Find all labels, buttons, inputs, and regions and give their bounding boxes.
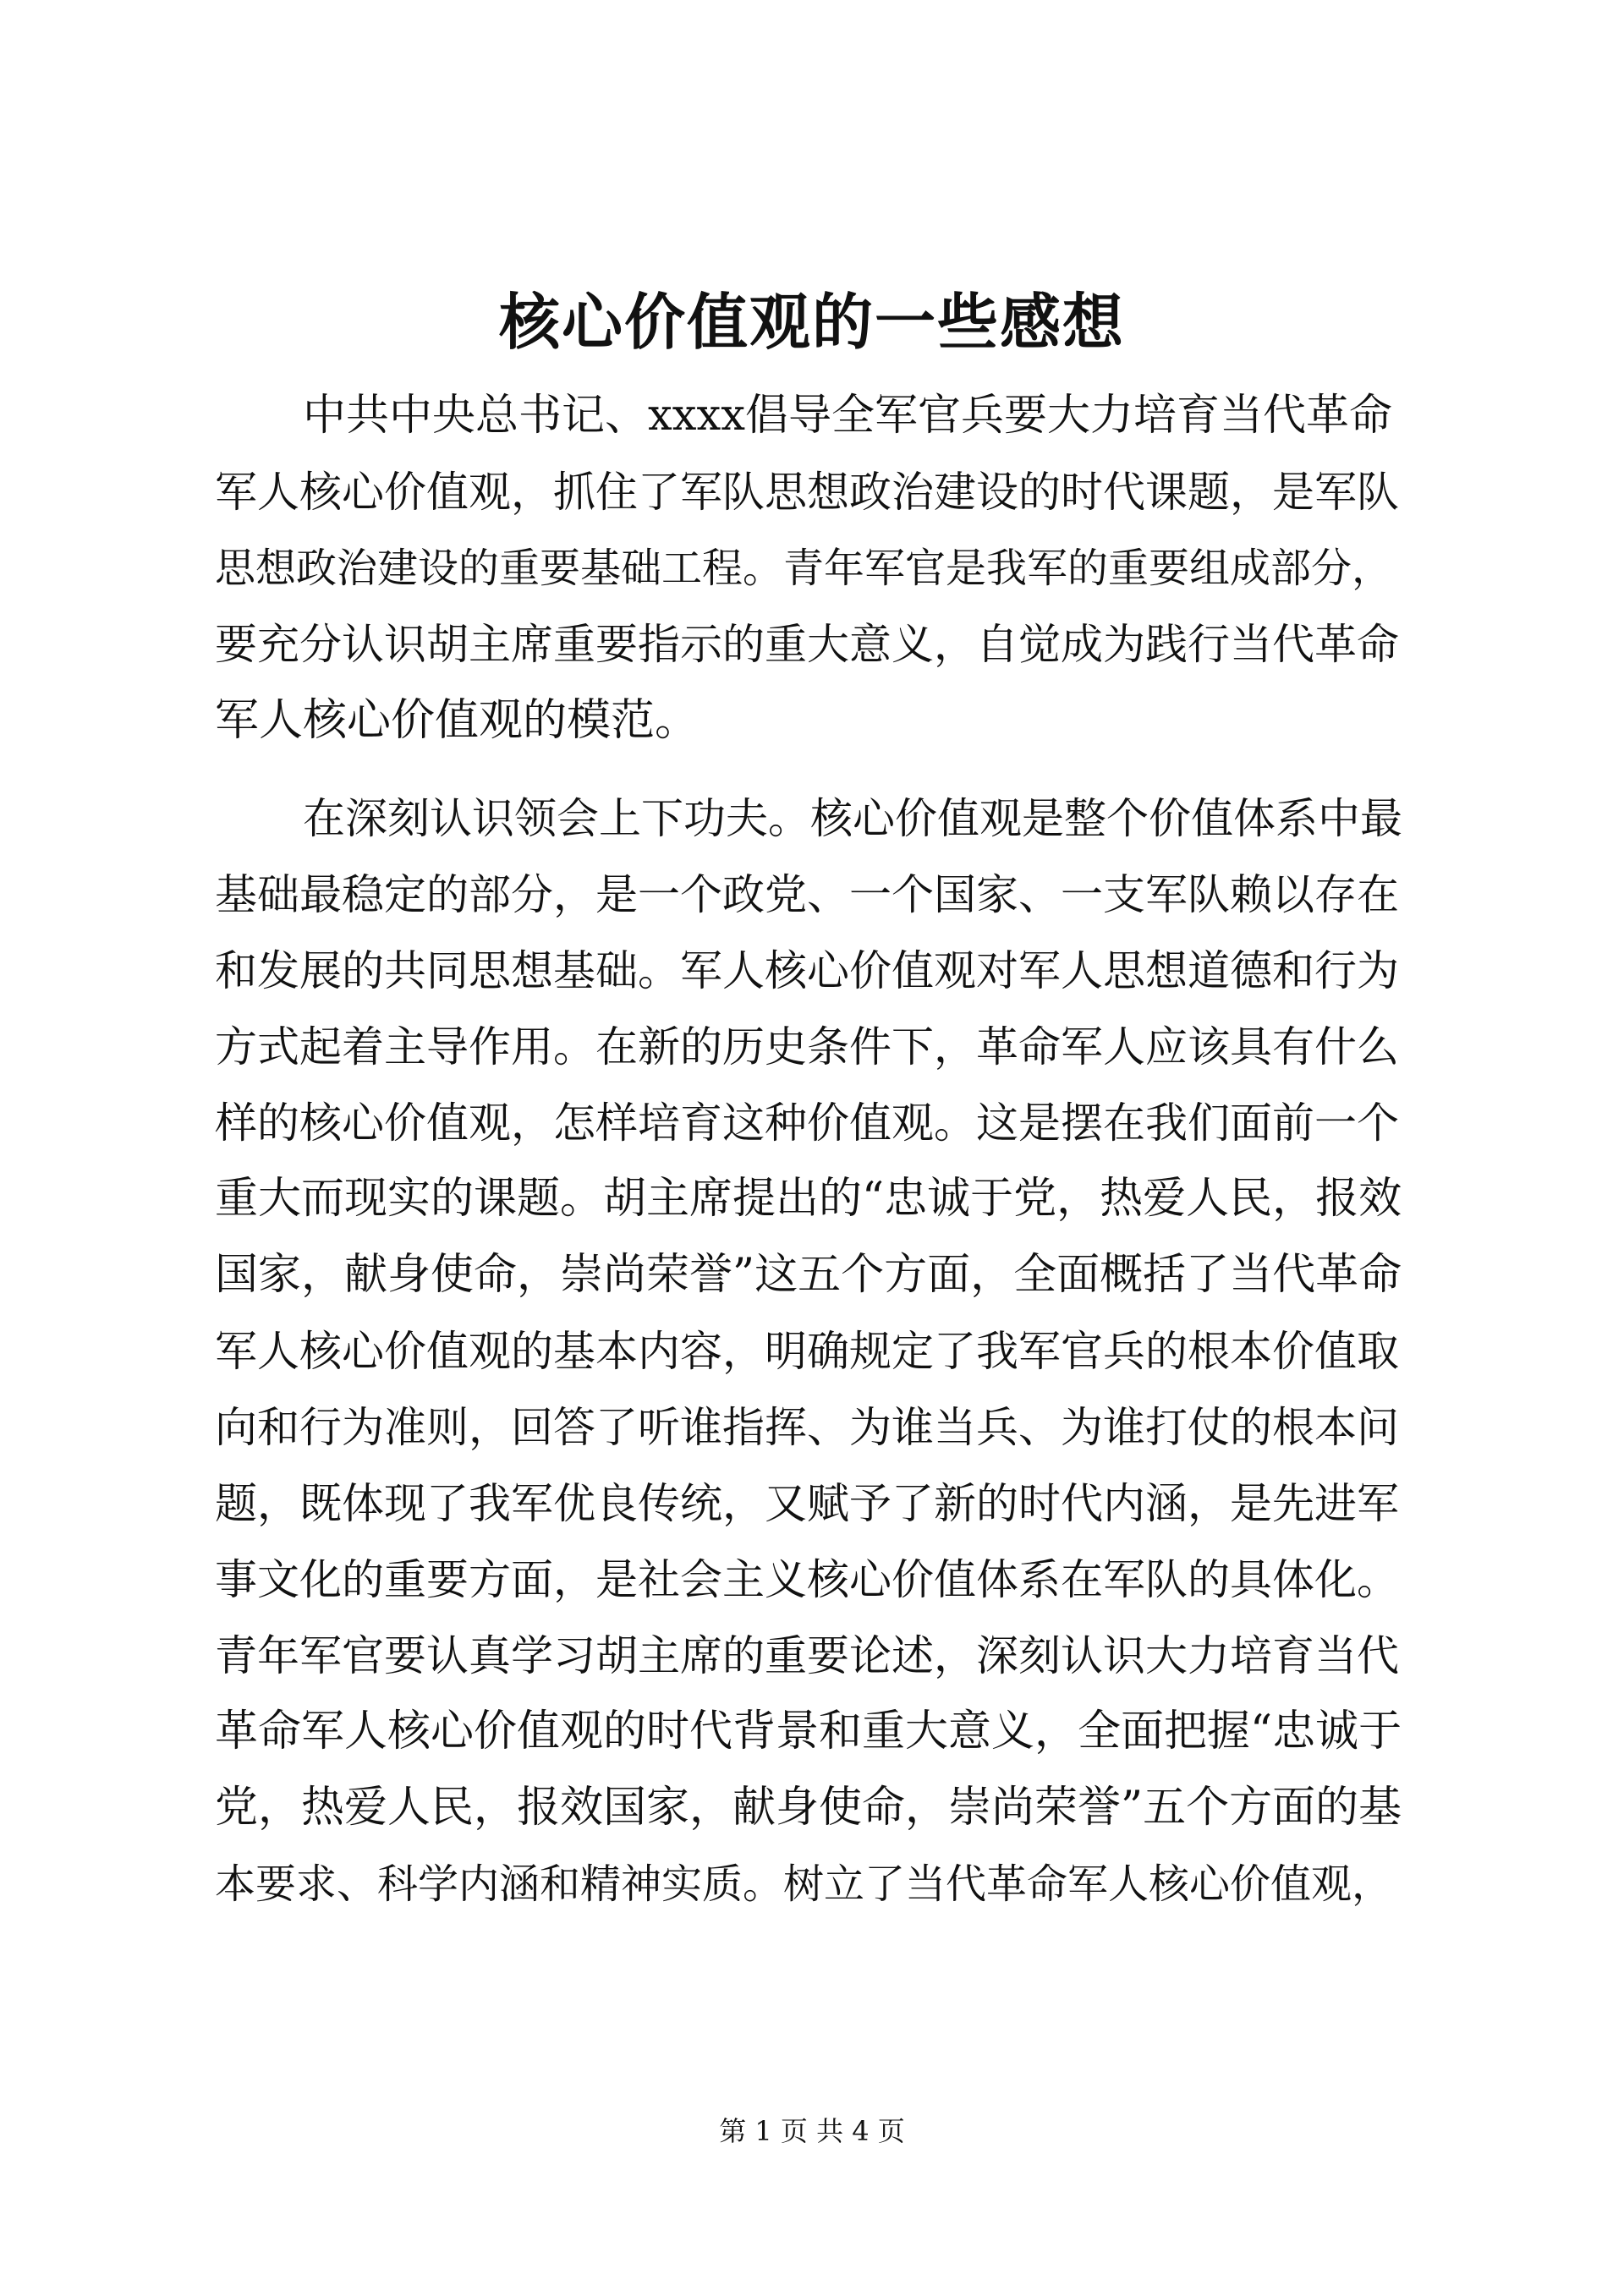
- document-title: 核心价值观的一些感想: [498, 286, 1125, 358]
- body-line-9: 方式起着主导作用。在新的历史条件下，革命军人应该具有什么: [215, 1022, 1399, 1071]
- body-line-19: 党，热爱人民，报效国家，献身使命，崇尚荣誉”五个方面的基: [215, 1783, 1402, 1833]
- body-line-20: 本要求、科学内涵和精神实质。树立了当代革命军人核心价值观，: [215, 1860, 1393, 1908]
- body-line-18: 革命军人核心价值观的时代背景和重大意义，全面把握“忠诚于: [215, 1707, 1402, 1756]
- body-line-1: 中共中央总书记、xxxx倡导全军官兵要大力培育当代革命: [303, 391, 1393, 441]
- body-line-2: 军人核心价值观，抓住了军队思想政治建设的时代课题，是军队: [215, 468, 1399, 517]
- body-line-12: 国家，献身使命，崇尚荣誉”这五个方面，全面概括了当代革命: [215, 1250, 1402, 1300]
- body-line-7: 基础最稳定的部分，是一个政党、一个国家、一支军队赖以存在: [215, 870, 1399, 919]
- body-line-6: 在深刻认识领会上下功夫。核心价值观是整个价值体系中最: [303, 794, 1402, 843]
- body-line-11: 重大而现实的课题。胡主席提出的“忠诚于党，热爱人民，报效: [215, 1174, 1402, 1224]
- body-line-4: 要充分认识胡主席重要指示的重大意义，自觉成为践行当代革命: [215, 620, 1399, 669]
- body-line-10: 样的核心价值观，怎样培育这种价值观。这是摆在我们面前一个: [215, 1099, 1399, 1148]
- body-line-14: 向和行为准则，回答了听谁指挥、为谁当兵、为谁打仗的根本问: [215, 1403, 1399, 1452]
- body-line-8: 和发展的共同思想基础。军人核心价值观对军人思想道德和行为: [215, 946, 1399, 995]
- body-line-17: 青年军官要认真学习胡主席的重要论述，深刻认识大力培育当代: [215, 1631, 1399, 1680]
- body-line-3: 思想政治建设的重要基础工程。青年军官是我军的重要组成部分，: [215, 545, 1393, 592]
- body-line-15: 题，既体现了我军优良传统，又赋予了新的时代内涵，是先进军: [215, 1479, 1399, 1528]
- body-line-13: 军人核心价值观的基本内容，明确规定了我军官兵的根本价值取: [215, 1327, 1399, 1376]
- body-line-5: 军人核心价值观的模范。: [215, 695, 700, 746]
- page-footer: 第 1 页 共 4 页: [719, 2115, 905, 2147]
- body-line-16: 事文化的重要方面，是社会主义核心价值体系在军队的具体化。: [215, 1555, 1399, 1604]
